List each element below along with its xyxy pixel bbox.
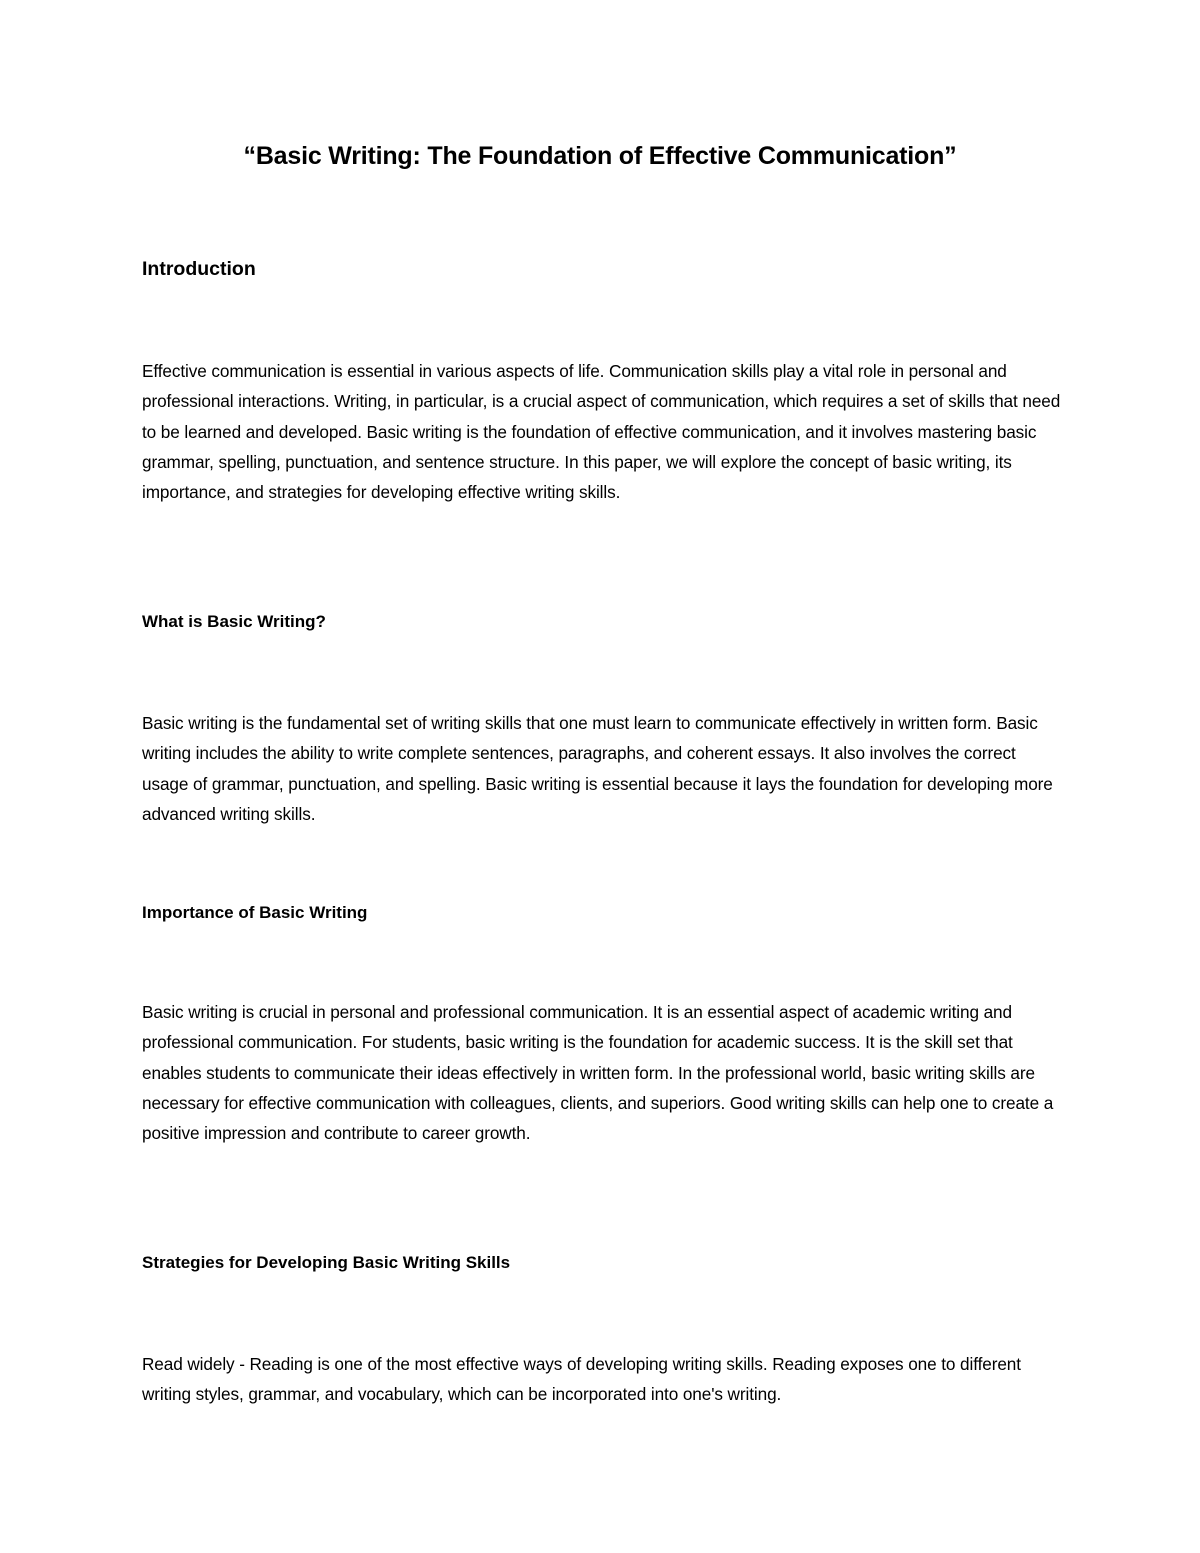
document-title: “Basic Writing: The Foundation of Effective Communication” (243, 142, 957, 170)
what-is-basic-writing-paragraph: Basic writing is the fundamental set of writing skills that one must learn to communicate effectively in written form. Basic writing includes the ability to write complete sentences, paragraphs, and coherent essays. It also involves the correct usage of grammar, punctuation, and spelling. Basic writing is essential because it lays the foundation for developing more advanced writing skills. (142, 713, 1053, 824)
importance-heading: Importance of Basic Writing (142, 903, 368, 922)
read-widely-paragraph: Read widely - Reading is one of the most effective ways of developing writing skills. Reading exposes one to different writing styles, grammar, and vocabulary, which can be incorporated into one's writing. (142, 1354, 1021, 1405)
introduction-paragraph: Effective communication is essential in various aspects of life. Communication skills play a vital role in personal and professional interactions. Writing, in particular, is a crucial aspect of communication, which requires a set of skills that need to be learned and developed. Basic writing is the foundation of effective communication, and it involves mastering basic grammar, spelling, punctuation, and sentence structure. In this paper, we will explore the concept of basic writing, its importance, and strategies for developing effective writing skills. (142, 361, 1061, 503)
strategies-heading: Strategies for Developing Basic Writing Skills (142, 1253, 511, 1272)
importance-paragraph: Basic writing is crucial in personal and professional communication. It is an essential aspect of academic writing and professional communication. For students, basic writing is the foundation for academic success. It is the skill set that enables students to communicate their ideas effectively in written form. In the professional world, basic writing skills are necessary for effective communication with colleagues, clients, and superiors. Good writing skills can help one to create a positive impression and contribute to career growth. (142, 1002, 1054, 1144)
what-is-basic-writing-heading: What is Basic Writing? (142, 612, 326, 631)
introduction-heading: Introduction (142, 258, 256, 280)
